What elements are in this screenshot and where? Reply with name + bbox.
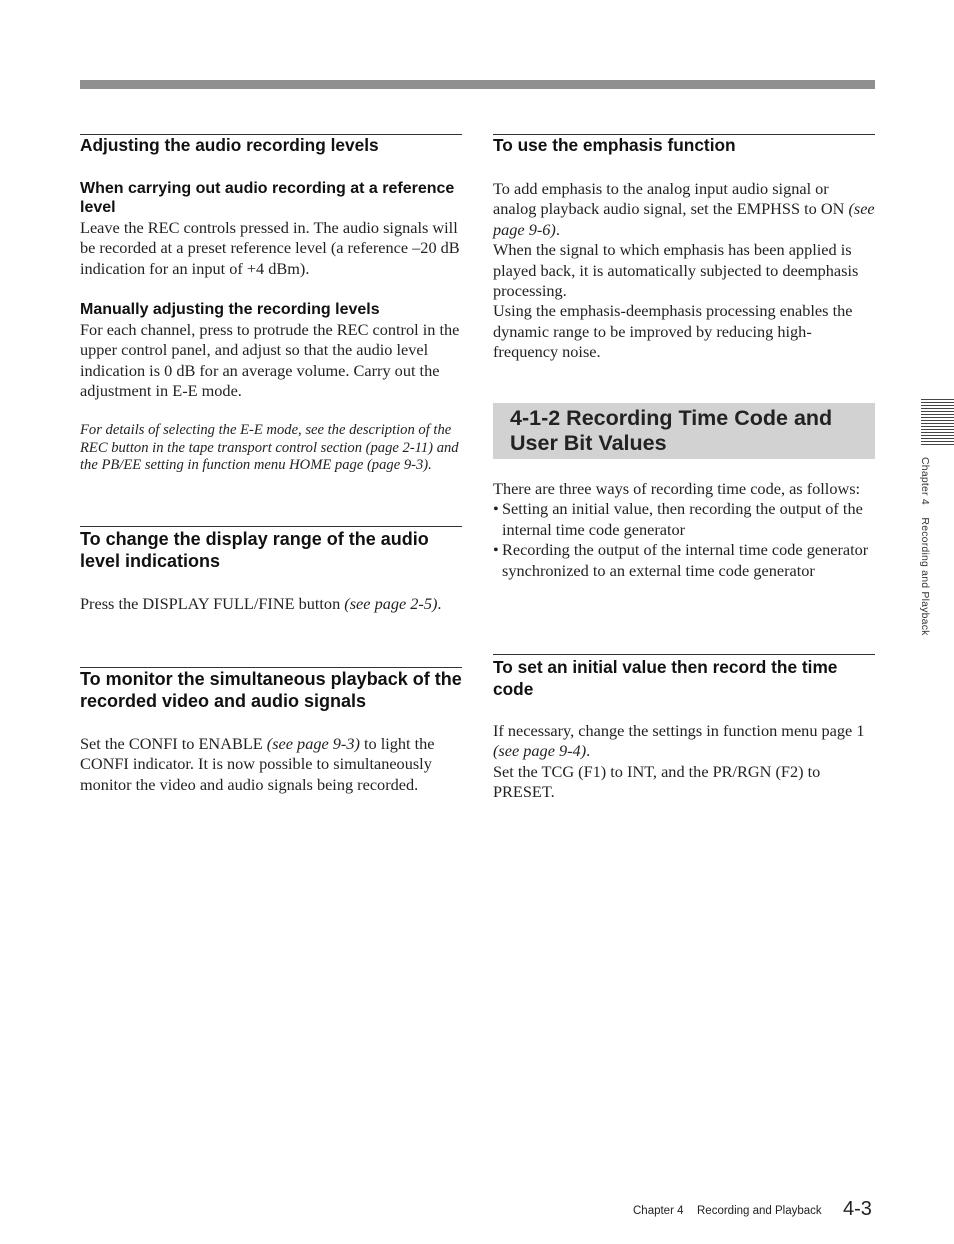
top-rule xyxy=(80,80,875,89)
section-heading-monitor-playback: To monitor the simultaneous playback of the recorded video and audio signals xyxy=(80,669,462,711)
text: . xyxy=(437,594,442,613)
text: Press the DISPLAY FULL/FINE button xyxy=(80,594,345,613)
time-code-method-list xyxy=(493,499,875,581)
text: Set the CONFI to ENABLE xyxy=(80,734,267,753)
section-rule xyxy=(80,526,462,527)
text: When the signal to which emphasis has been applied is played back, it is automatically subjected to deemphasis processing. xyxy=(493,240,859,301)
side-tab-label xyxy=(919,457,931,636)
text: To add emphasis to the analog input audio signal or analog playback audio signal, set the EMPHSS to ON xyxy=(493,179,849,219)
list-item: • Setting an initial value, then recording the output of the internal time code generator xyxy=(493,499,863,539)
paragraph-initial-value xyxy=(493,721,875,803)
page-reference: (see page 2-5) xyxy=(344,594,438,613)
subheading-manual-levels: Manually adjusting the recording levels xyxy=(80,301,380,318)
paragraph-reference-level: Leave the REC controls pressed in. The audio signals will be recorded at a preset reference level (a reference –20 dB indication for an input of +4 dBm). xyxy=(80,218,460,278)
text: Using the emphasis-deemphasis processing enables the dynamic range to be improved by reducing high-frequency noise. xyxy=(493,301,853,362)
footer-chapter: Chapter 4 xyxy=(633,1205,684,1217)
section-heading-audio-levels: Adjusting the audio recording levels xyxy=(80,135,379,155)
paragraph-monitor-playback xyxy=(80,734,462,795)
note-ee-mode: For details of selecting the E-E mode, see the description of the REC button in the tape transport control section (page 2-11) and the PB/EE setting in function menu HOME page (page 9-3). xyxy=(80,422,459,474)
text: to light the CONFI indicator. It is now possible to simultaneously monitor the video and audio signals being recorded. xyxy=(80,734,435,794)
text: . xyxy=(586,741,591,761)
paragraph-emphasis xyxy=(493,179,875,363)
paragraph-manual-levels: For each channel, press to protrude the REC control in the upper control panel, and adjust so that the audio level indication is 0 dB for an average volume. Carry out the adjustment in E-E mode. xyxy=(80,320,460,401)
text: Setting an initial value, then recording the output of the internal time code generator xyxy=(502,499,863,539)
section-heading-display-range: To change the display range of the audio level indications xyxy=(80,529,429,571)
page-number: 4-3 xyxy=(843,1198,872,1220)
section-title-time-code: 4-1-2 Recording Time Code and User Bit Values xyxy=(510,406,833,455)
text: . xyxy=(555,219,560,239)
side-tab-title: Recording and Playback xyxy=(919,517,931,636)
text: Set the TCG (F1) to INT, and the PR/RGN (F2) to PRESET. xyxy=(493,761,821,802)
section-rule xyxy=(493,654,875,655)
intro-time-code xyxy=(493,479,875,581)
section-heading-initial-value: To set an initial value then record the time code xyxy=(493,657,838,699)
page-reference: (see page 9-4) xyxy=(493,741,587,761)
text: There are three ways of recording time code, as follows: xyxy=(493,479,861,498)
paragraph-display-range xyxy=(80,594,462,614)
subheading-reference-level: When carrying out audio recording at a reference level xyxy=(80,180,455,216)
text: If necessary, change the settings in function menu page 1 xyxy=(493,721,865,740)
section-heading-emphasis: To use the emphasis function xyxy=(493,135,736,155)
chapter-section-box xyxy=(493,403,875,459)
list-item: • Recording the output of the internal time code generator synchronized to an external time code generator xyxy=(493,540,869,580)
page-reference: (see page 9-3) xyxy=(266,734,360,753)
chapter-thumb-tab xyxy=(921,399,954,445)
side-tab-chapter: Chapter 4 xyxy=(919,457,931,505)
footer-title: Recording and Playback xyxy=(697,1205,822,1217)
page-reference: (see page 9-6) xyxy=(493,199,875,239)
text: Recording the output of the internal time code generator synchronized to an external time code generator xyxy=(502,540,869,580)
